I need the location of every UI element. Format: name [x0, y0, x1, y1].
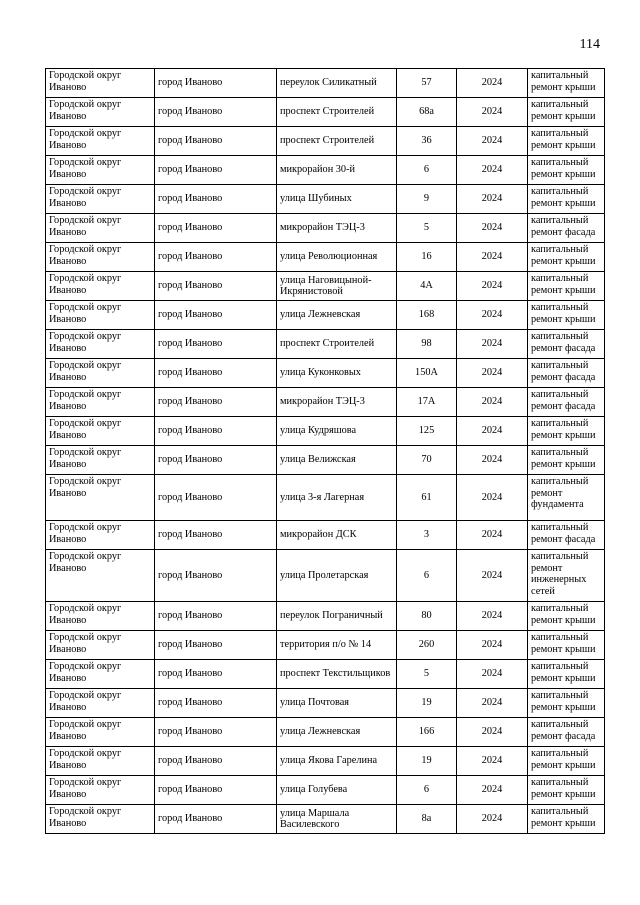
- house-number-cell: 61: [397, 475, 457, 521]
- settlement-cell: город Иваново: [155, 156, 277, 185]
- street-cell: улица Лежневская: [277, 718, 397, 747]
- work-type-cell: капитальный ремонт крыши: [528, 417, 605, 446]
- municipality-cell: Городской округ Иваново: [46, 388, 155, 417]
- street-cell: улица Кудряшова: [277, 417, 397, 446]
- street-cell: микрорайон ТЭЦ-3: [277, 214, 397, 243]
- table-row: [46, 185, 605, 214]
- year-cell: 2024: [457, 185, 528, 214]
- house-number-cell: 19: [397, 747, 457, 776]
- table-row: [46, 689, 605, 718]
- municipality-cell: Городской округ Иваново: [46, 243, 155, 272]
- work-type-cell: капитальный ремонт крыши: [528, 69, 605, 98]
- table-row: [46, 475, 605, 521]
- municipality-cell: Городской округ Иваново: [46, 602, 155, 631]
- work-type-cell: капитальный ремонт крыши: [528, 185, 605, 214]
- work-type-cell: капитальный ремонт крыши: [528, 446, 605, 475]
- work-type-cell: капитальный ремонт крыши: [528, 805, 605, 834]
- municipality-cell: Городской округ Иваново: [46, 417, 155, 446]
- house-number-cell: 36: [397, 127, 457, 156]
- year-cell: 2024: [457, 776, 528, 805]
- street-cell: улица Наговицыной-Икрянистовой: [277, 272, 397, 301]
- settlement-cell: город Иваново: [155, 747, 277, 776]
- table-row: [46, 417, 605, 446]
- settlement-cell: город Иваново: [155, 631, 277, 660]
- table-row: [46, 521, 605, 550]
- work-type-cell: капитальный ремонт крыши: [528, 747, 605, 776]
- work-type-cell: капитальный ремонт инженерных сетей: [528, 550, 605, 602]
- work-type-cell: капитальный ремонт крыши: [528, 243, 605, 272]
- house-number-cell: 6: [397, 550, 457, 602]
- settlement-cell: город Иваново: [155, 69, 277, 98]
- table-row: [46, 446, 605, 475]
- work-type-cell: капитальный ремонт фасада: [528, 330, 605, 359]
- municipality-cell: Городской округ Иваново: [46, 359, 155, 388]
- year-cell: 2024: [457, 747, 528, 776]
- settlement-cell: город Иваново: [155, 417, 277, 446]
- municipality-cell: Городской округ Иваново: [46, 475, 155, 521]
- year-cell: 2024: [457, 602, 528, 631]
- street-cell: проспект Текстильщиков: [277, 660, 397, 689]
- street-cell: улица Лежневская: [277, 301, 397, 330]
- street-cell: проспект Строителей: [277, 98, 397, 127]
- table-row: [46, 69, 605, 98]
- year-cell: 2024: [457, 388, 528, 417]
- municipality-cell: Городской округ Иваново: [46, 272, 155, 301]
- table-row: [46, 631, 605, 660]
- table-row: [46, 805, 605, 834]
- work-type-cell: капитальный ремонт крыши: [528, 98, 605, 127]
- settlement-cell: город Иваново: [155, 602, 277, 631]
- table-row: [46, 330, 605, 359]
- year-cell: 2024: [457, 631, 528, 660]
- year-cell: 2024: [457, 359, 528, 388]
- year-cell: 2024: [457, 660, 528, 689]
- settlement-cell: город Иваново: [155, 689, 277, 718]
- municipality-cell: Городской округ Иваново: [46, 805, 155, 834]
- settlement-cell: город Иваново: [155, 359, 277, 388]
- house-number-cell: 68а: [397, 98, 457, 127]
- house-number-cell: 70: [397, 446, 457, 475]
- municipality-cell: Городской округ Иваново: [46, 69, 155, 98]
- year-cell: 2024: [457, 214, 528, 243]
- work-type-cell: капитальный ремонт крыши: [528, 272, 605, 301]
- house-number-cell: 17А: [397, 388, 457, 417]
- house-number-cell: 3: [397, 521, 457, 550]
- municipality-cell: Городской округ Иваново: [46, 301, 155, 330]
- year-cell: 2024: [457, 417, 528, 446]
- work-type-cell: капитальный ремонт крыши: [528, 127, 605, 156]
- settlement-cell: город Иваново: [155, 776, 277, 805]
- page-number: 114: [579, 37, 600, 52]
- table-row: [46, 243, 605, 272]
- municipality-cell: Городской округ Иваново: [46, 631, 155, 660]
- house-number-cell: 260: [397, 631, 457, 660]
- year-cell: 2024: [457, 475, 528, 521]
- year-cell: 2024: [457, 272, 528, 301]
- year-cell: 2024: [457, 127, 528, 156]
- house-number-cell: 166: [397, 718, 457, 747]
- settlement-cell: город Иваново: [155, 214, 277, 243]
- work-type-cell: капитальный ремонт крыши: [528, 689, 605, 718]
- work-type-cell: капитальный ремонт крыши: [528, 156, 605, 185]
- year-cell: 2024: [457, 521, 528, 550]
- work-type-cell: капитальный ремонт крыши: [528, 602, 605, 631]
- year-cell: 2024: [457, 156, 528, 185]
- work-type-cell: капитальный ремонт крыши: [528, 660, 605, 689]
- street-cell: улица Маршала Василевского: [277, 805, 397, 834]
- municipality-cell: Городской округ Иваново: [46, 718, 155, 747]
- work-type-cell: капитальный ремонт фундамента: [528, 475, 605, 521]
- municipality-cell: Городской округ Иваново: [46, 156, 155, 185]
- municipality-cell: Городской округ Иваново: [46, 98, 155, 127]
- street-cell: микрорайон ДСК: [277, 521, 397, 550]
- work-type-cell: капитальный ремонт крыши: [528, 631, 605, 660]
- municipality-cell: Городской округ Иваново: [46, 446, 155, 475]
- municipality-cell: Городской округ Иваново: [46, 776, 155, 805]
- street-cell: микрорайон ТЭЦ-3: [277, 388, 397, 417]
- house-number-cell: 19: [397, 689, 457, 718]
- table-row: [46, 156, 605, 185]
- street-cell: улица Почтовая: [277, 689, 397, 718]
- table-row: [46, 550, 605, 602]
- year-cell: 2024: [457, 689, 528, 718]
- street-cell: переулок Пограничный: [277, 602, 397, 631]
- year-cell: 2024: [457, 98, 528, 127]
- house-number-cell: 4А: [397, 272, 457, 301]
- table-row: [46, 718, 605, 747]
- settlement-cell: город Иваново: [155, 446, 277, 475]
- municipality-cell: Городской округ Иваново: [46, 689, 155, 718]
- work-type-cell: капитальный ремонт крыши: [528, 776, 605, 805]
- table-row: [46, 127, 605, 156]
- settlement-cell: город Иваново: [155, 272, 277, 301]
- street-cell: проспект Строителей: [277, 127, 397, 156]
- street-cell: улица Велижская: [277, 446, 397, 475]
- table-row: [46, 602, 605, 631]
- street-cell: переулок Силикатный: [277, 69, 397, 98]
- street-cell: проспект Строителей: [277, 330, 397, 359]
- street-cell: улица Революционная: [277, 243, 397, 272]
- work-type-cell: капитальный ремонт фасада: [528, 359, 605, 388]
- table-row: [46, 776, 605, 805]
- house-number-cell: 8а: [397, 805, 457, 834]
- table-row: [46, 272, 605, 301]
- street-cell: улица 3-я Лагерная: [277, 475, 397, 521]
- house-number-cell: 150А: [397, 359, 457, 388]
- street-cell: микрорайон 30-й: [277, 156, 397, 185]
- repair-schedule-table: [45, 68, 605, 834]
- house-number-cell: 5: [397, 214, 457, 243]
- year-cell: 2024: [457, 550, 528, 602]
- settlement-cell: город Иваново: [155, 330, 277, 359]
- work-type-cell: капитальный ремонт крыши: [528, 301, 605, 330]
- work-type-cell: капитальный ремонт фасада: [528, 521, 605, 550]
- house-number-cell: 80: [397, 602, 457, 631]
- table-row: [46, 660, 605, 689]
- municipality-cell: Городской округ Иваново: [46, 127, 155, 156]
- municipality-cell: Городской округ Иваново: [46, 747, 155, 776]
- work-type-cell: капитальный ремонт фасада: [528, 388, 605, 417]
- work-type-cell: капитальный ремонт фасада: [528, 718, 605, 747]
- year-cell: 2024: [457, 69, 528, 98]
- year-cell: 2024: [457, 718, 528, 747]
- municipality-cell: Городской округ Иваново: [46, 185, 155, 214]
- house-number-cell: 6: [397, 776, 457, 805]
- table-row: [46, 388, 605, 417]
- street-cell: улица Шубиных: [277, 185, 397, 214]
- house-number-cell: 6: [397, 156, 457, 185]
- settlement-cell: город Иваново: [155, 243, 277, 272]
- settlement-cell: город Иваново: [155, 521, 277, 550]
- street-cell: улица Пролетарская: [277, 550, 397, 602]
- house-number-cell: 125: [397, 417, 457, 446]
- municipality-cell: Городской округ Иваново: [46, 330, 155, 359]
- settlement-cell: город Иваново: [155, 475, 277, 521]
- municipality-cell: Городской округ Иваново: [46, 521, 155, 550]
- table-row: [46, 747, 605, 776]
- municipality-cell: Городской округ Иваново: [46, 550, 155, 602]
- work-type-cell: капитальный ремонт фасада: [528, 214, 605, 243]
- settlement-cell: город Иваново: [155, 660, 277, 689]
- house-number-cell: 57: [397, 69, 457, 98]
- year-cell: 2024: [457, 446, 528, 475]
- settlement-cell: город Иваново: [155, 98, 277, 127]
- year-cell: 2024: [457, 301, 528, 330]
- settlement-cell: город Иваново: [155, 550, 277, 602]
- settlement-cell: город Иваново: [155, 301, 277, 330]
- table-row: [46, 359, 605, 388]
- year-cell: 2024: [457, 243, 528, 272]
- municipality-cell: Городской округ Иваново: [46, 214, 155, 243]
- house-number-cell: 98: [397, 330, 457, 359]
- settlement-cell: город Иваново: [155, 185, 277, 214]
- municipality-cell: Городской округ Иваново: [46, 660, 155, 689]
- house-number-cell: 168: [397, 301, 457, 330]
- year-cell: 2024: [457, 805, 528, 834]
- table-row: [46, 301, 605, 330]
- settlement-cell: город Иваново: [155, 718, 277, 747]
- street-cell: улица Голубева: [277, 776, 397, 805]
- settlement-cell: город Иваново: [155, 805, 277, 834]
- table-row: [46, 98, 605, 127]
- street-cell: улица Куконковых: [277, 359, 397, 388]
- street-cell: территория п/о № 14: [277, 631, 397, 660]
- street-cell: улица Якова Гарелина: [277, 747, 397, 776]
- settlement-cell: город Иваново: [155, 388, 277, 417]
- year-cell: 2024: [457, 330, 528, 359]
- table-row: [46, 214, 605, 243]
- house-number-cell: 9: [397, 185, 457, 214]
- house-number-cell: 16: [397, 243, 457, 272]
- house-number-cell: 5: [397, 660, 457, 689]
- settlement-cell: город Иваново: [155, 127, 277, 156]
